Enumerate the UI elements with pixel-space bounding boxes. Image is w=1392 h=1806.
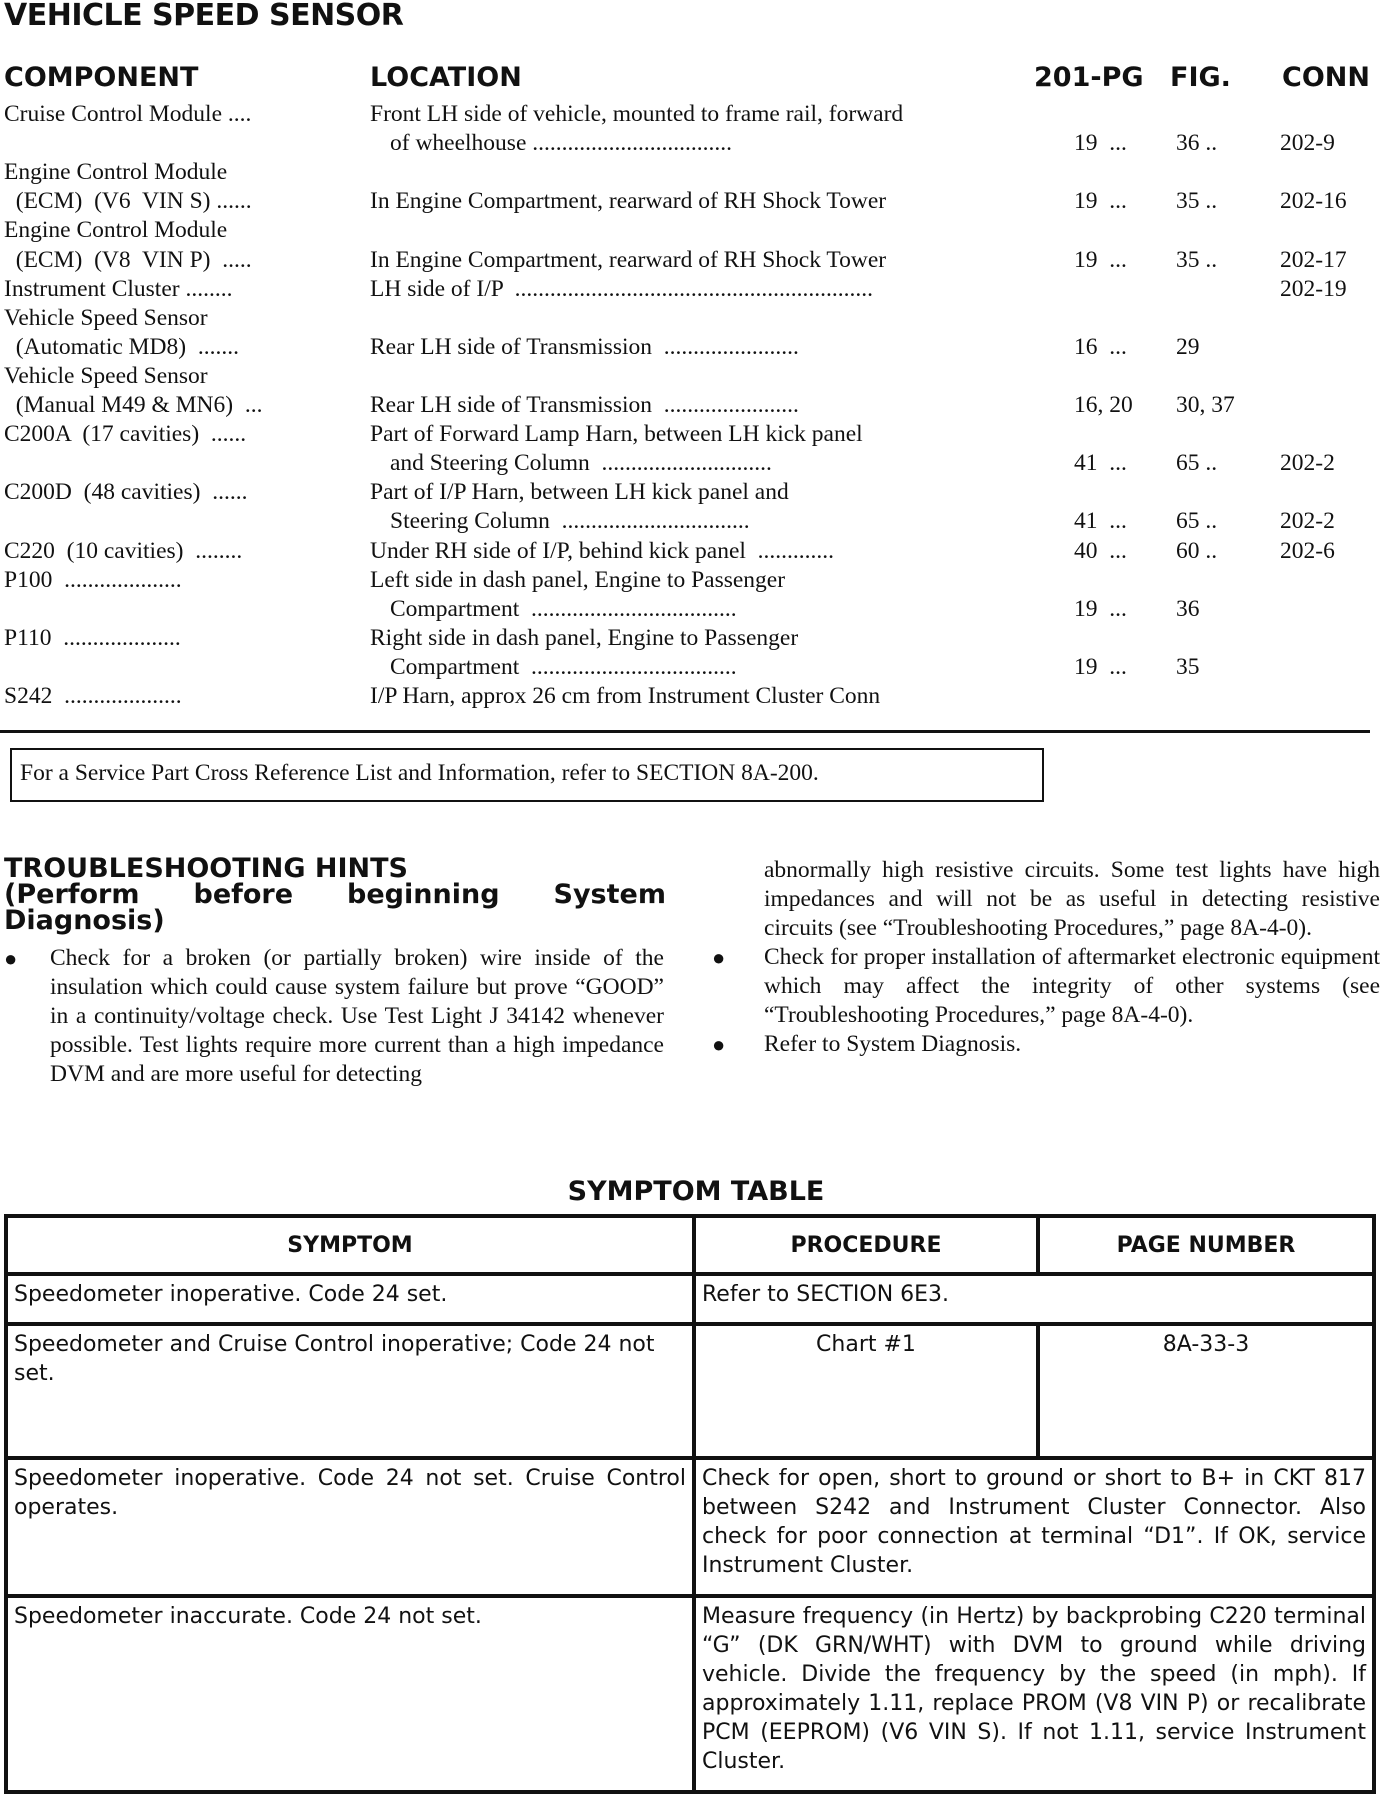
- fig-cell: 35 ..: [1176, 188, 1218, 215]
- fig-cell: 36 ..: [1176, 130, 1218, 157]
- location-cell: Under RH side of I/P, behind kick panel .............: [370, 537, 835, 564]
- component-cell: P100 ....................: [4, 566, 182, 593]
- component-cell: (ECM) (V6 VIN S) ......: [4, 188, 252, 215]
- hints-left-column: [4, 944, 664, 1089]
- location-cell: Compartment ...................................: [390, 595, 737, 622]
- location-cell: Front LH side of vehicle, mounted to frame rail, forward: [370, 101, 904, 127]
- symptom-cell: Speedometer inaccurate. Code 24 not set.: [6, 1596, 694, 1792]
- xref-note-text: For a Service Part Cross Reference List and Information, refer to SECTION 8A-200.: [20, 760, 819, 786]
- page-cell: 19 ...: [1074, 246, 1127, 273]
- component-cell: (Automatic MD8) .......: [4, 333, 239, 360]
- column-header-component: COMPONENT: [4, 62, 199, 93]
- conn-cell: 202-2: [1280, 450, 1335, 477]
- procedure-cell: Chart #1: [694, 1324, 1038, 1458]
- location-cell: In Engine Compartment, rearward of RH Shock Tower: [370, 188, 887, 215]
- column-header-fig: FIG.: [1170, 62, 1231, 93]
- component-cell: Instrument Cluster ........: [4, 275, 233, 302]
- location-cell: Part of Forward Lamp Harn, between LH kick panel: [370, 421, 863, 448]
- troubleshooting-title: [4, 853, 666, 936]
- column-header-page: 201-PG: [1034, 62, 1144, 93]
- page-number-cell: 8A-33-3: [1038, 1324, 1374, 1458]
- component-cell: P110 ....................: [4, 624, 181, 651]
- fig-cell: 36: [1176, 595, 1200, 622]
- page-cell: 19 ...: [1074, 595, 1127, 622]
- conn-cell: 202-19: [1280, 275, 1347, 302]
- fig-cell: 29: [1176, 333, 1200, 360]
- component-cell: C220 (10 cavities) ........: [4, 537, 243, 564]
- conn-cell: 202-9: [1280, 130, 1335, 157]
- fig-cell: 35: [1176, 653, 1200, 680]
- page-title: VEHICLE SPEED SENSOR: [4, 0, 404, 33]
- bullet-icon: ●: [4, 946, 18, 971]
- location-cell: Right side in dash panel, Engine to Passenger: [370, 624, 799, 651]
- location-cell: I/P Harn, approx 26 cm from Instrument Cluster Conn: [370, 683, 881, 709]
- symptom-table-title: SYMPTOM TABLE: [567, 1176, 825, 1207]
- symptom-cell: Speedometer and Cruise Control inoperative; Code 24 not set.: [6, 1324, 694, 1458]
- bullet-icon: ●: [712, 1032, 726, 1057]
- fig-cell: 65 ..: [1176, 450, 1218, 477]
- procedure-cell: Refer to SECTION 6E3.: [694, 1274, 1374, 1324]
- hint-item: [708, 943, 1380, 1030]
- hint-text: Check for a broken (or partially broken) wire inside of the insulation which could cause system failure but prove “GOOD” in a continuity/voltage check. Use Test Light J 34142 whenever possible. Test lights require more current than a high impedance DVM and are more useful for detecting: [50, 945, 664, 1087]
- page-cell: 41 ...: [1074, 450, 1127, 477]
- table-header-row: [6, 1216, 1374, 1274]
- location-cell: Rear LH side of Transmission .......................: [370, 392, 799, 418]
- location-cell: Left side in dash panel, Engine to Passenger: [370, 566, 786, 593]
- component-cell: C200D (48 cavities) ......: [4, 479, 248, 506]
- header-procedure: PROCEDURE: [694, 1216, 1038, 1274]
- location-cell: of wheelhouse ..................................: [390, 130, 733, 157]
- page-cell: 19 ...: [1074, 653, 1127, 680]
- location-cell: Compartment ...................................: [390, 653, 737, 680]
- section-divider: [0, 730, 1370, 733]
- troubleshooting-title-line1: TROUBLESHOOTING HINTS: [4, 853, 408, 884]
- page-cell: 40 ...: [1074, 537, 1127, 564]
- conn-cell: 202-2: [1280, 508, 1335, 535]
- page-cell: 19 ...: [1074, 188, 1127, 215]
- procedure-cell: Measure frequency (in Hertz) by backprobing C220 terminal “G” (DK GRN/WHT) with DVM to ground while driving vehicle. Divide the frequency by the speed (in mph). If approximately 1.11, replace PROM (V8 VIN P) or recalibrate PCM (EEPROM) (V6 VIN S). If not 1.11, service Instrument Cluster.: [694, 1596, 1374, 1792]
- component-cell: C200A (17 cavities) ......: [4, 421, 247, 448]
- header-page-number: PAGE NUMBER: [1038, 1216, 1374, 1274]
- title-word: before: [193, 879, 294, 910]
- column-header-location: LOCATION: [370, 62, 522, 93]
- page-cell: 16, 20: [1074, 392, 1133, 418]
- symptom-cell: Speedometer inoperative. Code 24 not set. Cruise Control operates.: [6, 1458, 694, 1596]
- hint-item: [708, 1030, 1380, 1059]
- hint-item: [4, 944, 664, 1089]
- location-cell: Steering Column ................................: [390, 508, 750, 535]
- page-cell: 41 ...: [1074, 508, 1127, 535]
- table-row: [6, 1324, 1374, 1458]
- title-word: System: [553, 879, 666, 910]
- page-cell: 16 ...: [1074, 333, 1127, 360]
- symptom-cell: Speedometer inoperative. Code 24 set.: [6, 1274, 694, 1324]
- table-row: [6, 1274, 1374, 1324]
- symptom-table: [4, 1214, 1376, 1794]
- location-cell: In Engine Compartment, rearward of RH Shock Tower: [370, 246, 887, 273]
- page-cell: 19 ...: [1074, 130, 1127, 157]
- fig-cell: 35 ..: [1176, 246, 1218, 273]
- hint-text-continued: abnormally high resistive circuits. Some test lights have high impedances and will not be as useful in detecting resistive circuits (see “Troubleshooting Procedures,” page 8A-4-0).: [764, 857, 1380, 941]
- fig-cell: 60 ..: [1176, 537, 1218, 564]
- hint-text: Refer to System Diagnosis.: [764, 1031, 1022, 1057]
- location-cell: and Steering Column .............................: [390, 450, 772, 477]
- component-cell: (Manual M49 & MN6) ...: [4, 392, 263, 418]
- table-row: [6, 1596, 1374, 1792]
- hint-text: Check for proper installation of aftermarket electronic equipment which may affect the integrity of other systems (see “Troubleshooting Procedures,” page 8A-4-0).: [764, 944, 1380, 1028]
- title-word: (Perform: [4, 879, 140, 910]
- title-word: beginning: [347, 879, 500, 910]
- conn-cell: 202-17: [1280, 246, 1347, 273]
- fig-cell: 65 ..: [1176, 508, 1218, 535]
- fig-cell: 30, 37: [1176, 392, 1235, 418]
- location-cell: LH side of I/P .............................................................: [370, 275, 874, 302]
- component-cell: Engine Control Module: [4, 159, 228, 186]
- conn-cell: 202-6: [1280, 537, 1335, 564]
- table-row: [6, 1458, 1374, 1596]
- component-cell: Vehicle Speed Sensor: [4, 362, 208, 389]
- troubleshooting-title-line3: Diagnosis): [4, 905, 165, 936]
- header-symptom: SYMPTOM: [6, 1216, 694, 1274]
- hints-right-column: [708, 856, 1380, 1059]
- xref-note-box: [10, 748, 1044, 802]
- component-cell: (ECM) (V8 VIN P) .....: [4, 246, 252, 273]
- conn-cell: 202-16: [1280, 188, 1347, 215]
- component-cell: Engine Control Module: [4, 217, 228, 244]
- column-header-conn: CONN: [1282, 62, 1370, 93]
- bullet-icon: ●: [712, 945, 726, 970]
- component-cell: Vehicle Speed Sensor: [4, 304, 208, 331]
- component-cell: S242 ....................: [4, 683, 182, 709]
- procedure-cell: Check for open, short to ground or short to B+ in CKT 817 between S242 and Instrument Cluster Connector. Also check for poor connection at terminal “D1”. If OK, service Instrument Cluster.: [694, 1458, 1374, 1596]
- location-cell: Rear LH side of Transmission .......................: [370, 333, 799, 360]
- location-cell: Part of I/P Harn, between LH kick panel and: [370, 479, 789, 506]
- component-cell: Cruise Control Module ....: [4, 101, 252, 127]
